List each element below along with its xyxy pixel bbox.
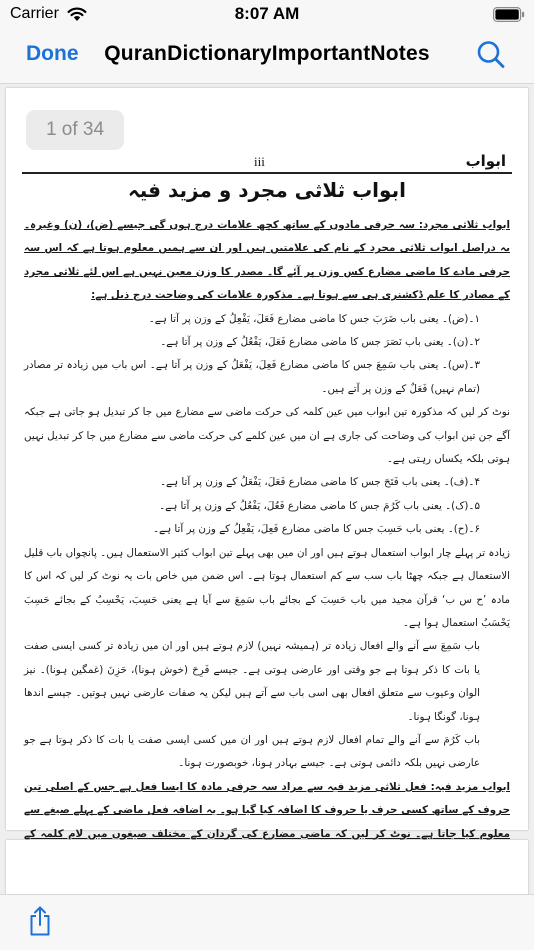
page-body [24,214,510,916]
header-divider [22,172,512,174]
status-bar [0,0,534,30]
pdf-page[interactable] [6,88,528,840]
paragraph: ابواب ثلاثی مجرد: سہ حرفی مادوں کے ساتھ کچھ علامات درج ہوں گی جیسے (ض)، (ن) وغیرہ۔ یہ دراصل ابواب ثلاثی مجرد کے نام کی علامتیں ہیں اور ان سے ہمیں معلوم ہوتا ہے کہ اس سہ حرفی مادے کا ماضی مضارع کس وزن پر آئے گا۔ مصدر کا وزن معین نہیں ہے اس لئے ثلاثی مجرد کے مصادر کا علم ڈکشنری ہی سے ہوتا ہے۔ مذکورہ علامات کی وضاحت درج ذیل ہے: [24,219,510,302]
paragraph: ۲۔(ن)۔ یعنی باب نَصَرَ جس کا ماضی مضارع فَعَلَ، یَفْعُلُ کے وزن پر آتا ہے۔ [160,336,480,349]
paragraph: نوٹ کر لیں کہ مذکورہ تین ابواب میں عین کلمہ کی حرکت ماضی سے مضارع میں جا کر تبدیل ہو جاتی ہے جبکہ آگے جن تین ابواب کی وضاحت کی جاری ہے ان میں عین کلمے کی حرکت ماضی سے مضارع میں جا کر تبدیل نہیں ہوتی بلکہ یکساں رہتی ہے۔ [24,406,510,466]
page-number: iii [254,154,265,169]
paragraph: ابواب مزید فیہ: فعل ثلاثی مزید فیہ سے مراد سہ حرفی مادہ کا ایسا فعل ہے جس کے اصلی تین حروف کے ساتھ کسی حرف یا حروف کا اضافہ کیا گیا ہو۔ یہ اضافہ فعل ماضی کے پہلے صیغے سے معلوم کیا جاتا ہے۔ نوٹ کر لیں کہ ماضی مضارع کی گردان کے مختلف صیغوں میں لام کلمہ کے [24,780,510,840]
paragraph: باب سَمِعَ سے آنے والے افعال زیادہ تر (ہمیشہ نہیں) لازم ہوتے ہیں اور ان میں زیادہ تر کسی ایسی صفت یا بات کا ذکر ہوتا ہے جو وقتی اور عارضی ہوتی ہے۔ جیسے فَرِحَ (خوش ہونا)، حَزِنَ (غمگین ہونا)۔ نیز الوان وعیوب سے متعلق افعال بھی اسی باب سے آتے ہیں لیکن یہ صفات عارضی نہیں ہوتیں۔ جیسے اندھا ہونا، گونگا ہونا۔ [24,640,480,723]
paragraph: ۴۔(ف)۔ یعنی باب فَتَحَ جس کا ماضی مضارع فَعَلَ، یَفْعَلُ کے وزن پر آتا ہے۔ [159,476,480,489]
paragraph: ۵۔(ک)۔ یعنی باب کَرُمَ جس کا ماضی مضارع فَعُلَ، یَفْعُلُ کے وزن پر آتا ہے۔ [159,499,480,512]
paragraph: ۱۔(ض)۔ یعنی باب ضَرَبَ جس کا ماضی مضارع فَعَلَ، یَفْعِلُ کے وزن پر آتا ہے۔ [148,312,480,325]
page-title: ابواب ثلاثی مجرد و مزید فیہ [128,178,406,202]
search-icon[interactable] [476,38,506,72]
paragraph: ۳۔(س)۔ یعنی باب سَمِعَ جس کا ماضی مضارع فَعِلَ، یَفْعَلُ کے وزن پر آتا ہے۔ اس باب میں زیادہ تر مصادر (تمام نہیں) فَعَلٌ کے وزن پر آتے ہیں۔ [24,359,480,395]
running-head: ابواب [465,152,506,170]
battery-icon [493,7,525,22]
paragraph: زیادہ تر پہلے چار ابواب استعمال ہوتے ہیں اور ان میں بھی پہلے تین ابواب کثیر الاستعمال ہیں۔ پانچواں باب قلیل الاستعمال ہے جبکہ چھٹا باب سب سے کم استعمال ہوتا ہے۔ اس ضمن میں خاص بات یہ نوٹ کر لیں کہ اس کا مادہ ’ح س ب‘ قرآن مجید میں باب حَسِبَ کے بجائے باب سَمِعَ سے آیا ہے یعنی حَسِبَ، یَحْسِبُ کے بجائے حَسِبَ یَحْسَبُ استعمال ہوا ہے۔ [24,546,510,629]
paragraph: ۶۔(ح)۔ یعنی باب حَسِبَ جس کا ماضی مضارع فَعِلَ، یَفْعِلُ کے وزن پر آتا ہے۔ [153,523,480,536]
carrier-label: Carrier [10,5,59,22]
page-counter: 1 of 34 [26,110,124,150]
paragraph: باب کَرُمَ سے آنے والے تمام افعال لازم ہوتے ہیں اور ان میں کسی ایسی صفت یا بات کا ذکر ہوتا ہے جو عارضی نہیں بلکہ دائمی ہوتی ہے۔ جیسے بہادر ہونا، خوبصورت ہونا۔ [24,733,480,770]
done-button[interactable]: Done [26,42,79,65]
pdf-viewer[interactable] [0,84,534,894]
status-time: 8:07 AM [234,4,300,23]
bottom-toolbar [0,894,534,950]
navigation-bar [0,30,534,84]
share-icon[interactable] [28,905,52,937]
document-title: QuranDictionaryImportantNotes [104,42,430,65]
